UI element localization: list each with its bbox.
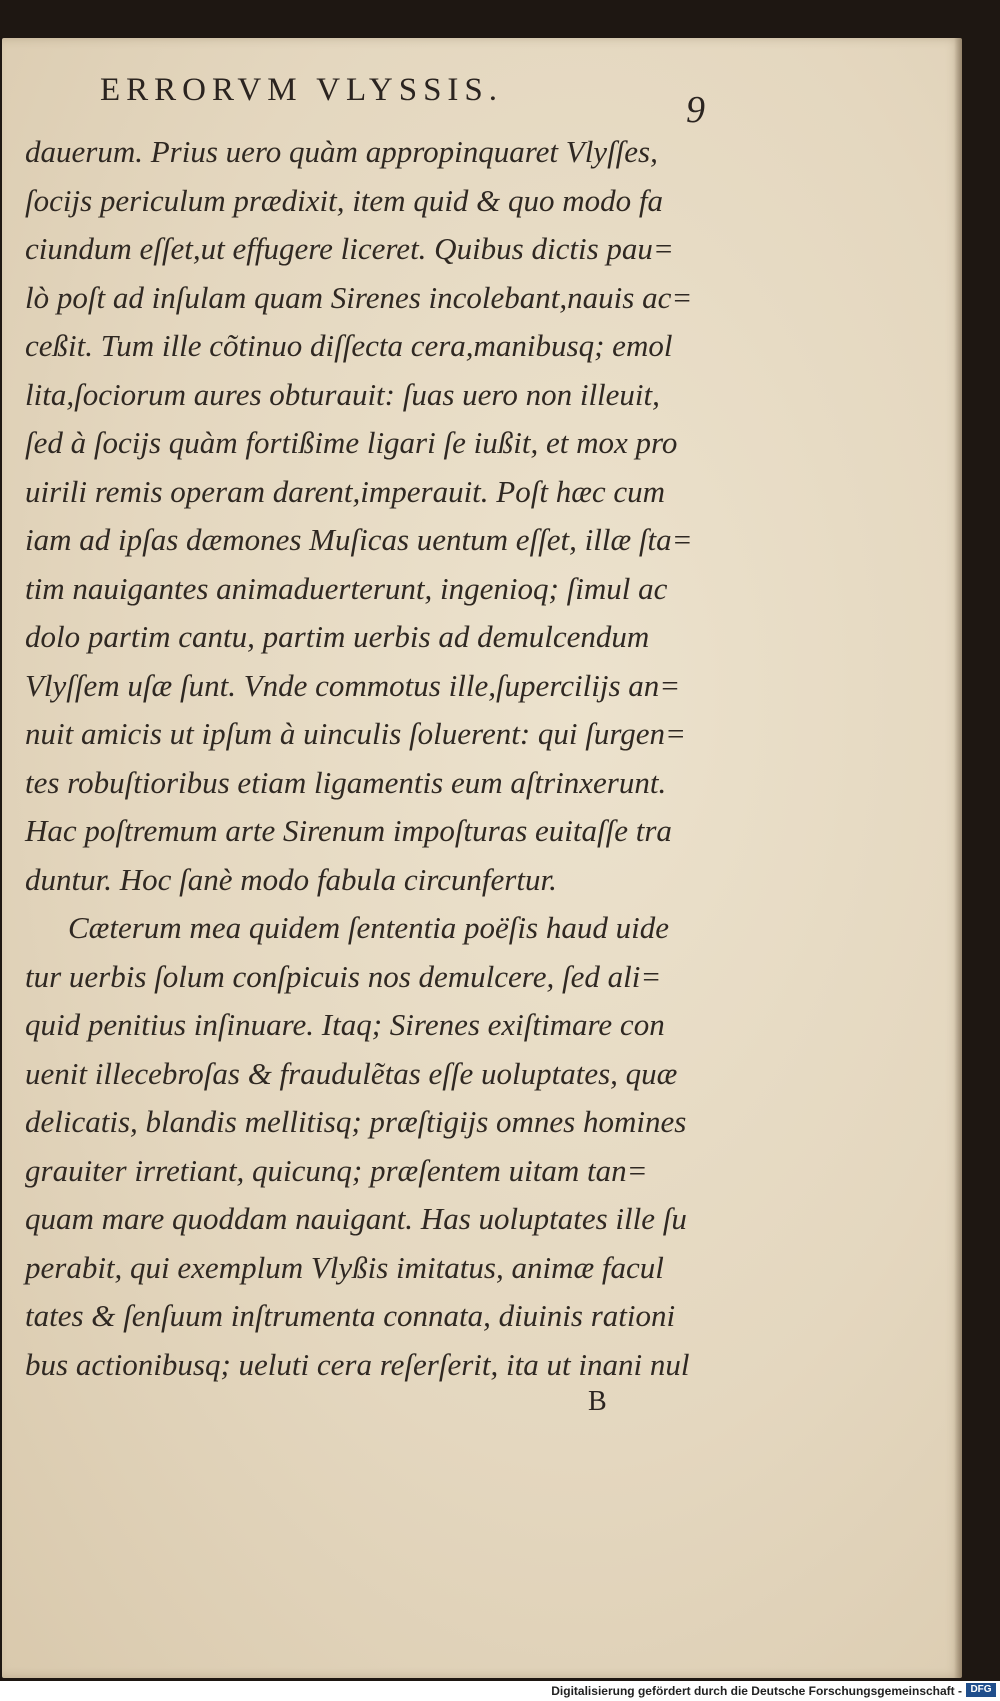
text-line: ciundum eſſet,ut effugere liceret. Quibus dictis pau= (25, 231, 674, 266)
text-line: tur uerbis ſolum conſpicuis nos demulcere, ſed ali= (25, 958, 662, 994)
text-line: delicatis, blandis mellitisq; præſtigijs omnes homines (25, 1104, 687, 1139)
text-line: duntur. Hoc ſanè modo fabula circunfertur. (25, 861, 557, 897)
text-line: uenit illecebroſas & fraudulẽtas eſſe uoluptates, quæ (25, 1055, 678, 1091)
text-line: grauiter irretiant, quicunq; præſentem uitam tan= (25, 1152, 648, 1188)
page-number: 9 (686, 89, 705, 131)
body-text (25, 128, 725, 1389)
signature-mark: B (588, 1386, 607, 1417)
text-line: nuit amicis ut ipſum à uinculis ſoluerent: qui ſurgen= (25, 716, 686, 751)
running-title: ERRORVM VLYSSIS. (100, 72, 504, 108)
text-line: iam ad ipſas dæmones Muſicas uentum eſſet, illæ ſta= (25, 522, 693, 557)
text-line: dauerum. Prius uero quàm appropinquaret Vlyſſes, (25, 134, 658, 169)
text-line: uirili remis operam darent,imperauit. Poſt hæc cum (25, 473, 666, 509)
text-line: Hac poſtremum arte Sirenum impoſturas euitaſſe tra (25, 813, 672, 848)
dfg-logo: DFG (966, 1683, 996, 1697)
text-line: dolo partim cantu, partim uerbis ad demulcendum (25, 619, 650, 654)
text-line: lò poſt ad inſulam quam Sirenes incolebant,nauis ac= (25, 279, 693, 315)
text-line: perabit, qui exemplum Vlyßis imitatus, animæ facul (25, 1249, 664, 1285)
text-line: Vlyſſem uſæ ſunt. Vnde commotus ille,ſupercilijs an= (25, 667, 681, 703)
text-line: lita,ſociorum aures obturauit: ſuas uero non illeuit, (25, 376, 660, 412)
text-line: tim nauigantes animaduerterunt, ingenioq; ſimul ac (25, 570, 668, 606)
funding-credit: Digitalisierung gefördert durch die Deutsche Forschungsgemeinschaft - (551, 1684, 962, 1698)
text-line: Cæterum mea quidem ſententia poëſis haud uide (68, 910, 669, 945)
text-line: ſed à ſocijs quàm fortißime ligari ſe iußit, et mox pro (25, 425, 678, 460)
page-edge-shadow (954, 38, 962, 1678)
text-line: quam mare quoddam nauigant. Has uoluptates ille ſu (25, 1201, 687, 1236)
text-line: ceßit. Tum ille cõtinuo diſſecta cera,manibusq; emol (25, 328, 673, 363)
text-line: tes robuſtioribus etiam ligamentis eum aſtrinxerunt. (25, 764, 667, 800)
text-line: bus actionibusq; ueluti cera reſerſerit, ita ut inani nul (25, 1346, 690, 1382)
text-line: tates & ſenſuum inſtrumenta connata, diuinis rationi (25, 1298, 676, 1333)
text-line: ſocijs periculum prædixit, item quid & quo modo fa (25, 182, 664, 218)
text-line: quid penitius inſinuare. Itaq; Sirenes exiſtimare con (25, 1007, 665, 1042)
